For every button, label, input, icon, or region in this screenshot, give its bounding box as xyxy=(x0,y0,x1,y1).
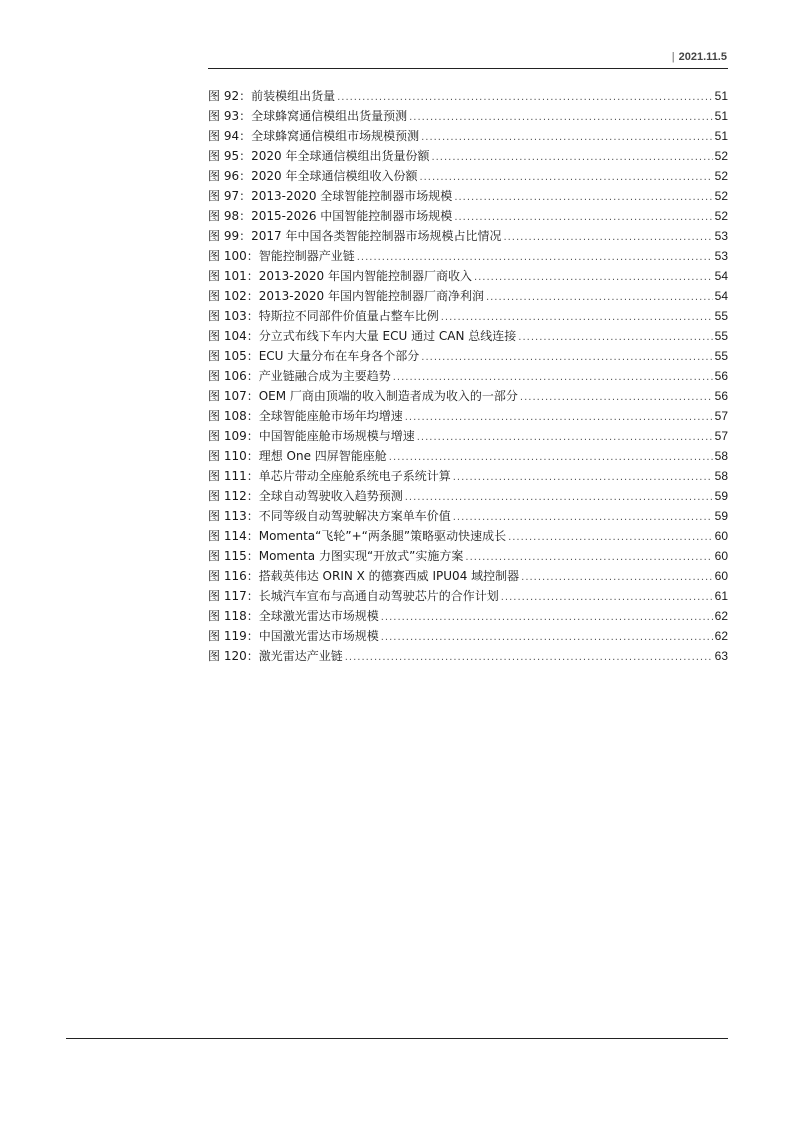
toc-leader-dots xyxy=(465,548,712,568)
toc-leader-dots xyxy=(453,508,713,528)
toc-entry[interactable] xyxy=(208,386,728,406)
toc-leader-dots xyxy=(454,208,712,228)
toc-entry-label: 图 98：2015-2026 中国智能控制器市场规模 xyxy=(208,209,453,223)
toc-leader-dots xyxy=(345,648,713,668)
toc-entry-label: 图 113：不同等级自动驾驶解决方案单车价值 xyxy=(208,509,451,523)
toc-entry-label: 图 116：搭载英伟达 ORIN X 的德赛西威 IPU04 域控制器 xyxy=(208,569,520,583)
toc-entry-label: 图 115：Momenta 力图实现“开放式”实施方案 xyxy=(208,549,464,563)
toc-entry[interactable] xyxy=(208,546,728,566)
toc-entry-label: 图 103：特斯拉不同部件价值量占整车比例 xyxy=(208,309,439,323)
toc-leader-dots xyxy=(381,628,713,648)
toc-entry[interactable] xyxy=(208,566,728,586)
toc-entry[interactable] xyxy=(208,226,728,246)
toc-entry[interactable] xyxy=(208,446,728,466)
toc-entry[interactable] xyxy=(208,586,728,606)
toc-entry-label: 图 93：全球蜂窝通信模组出货量预测 xyxy=(208,109,408,123)
toc-entry-page: 52 xyxy=(714,149,728,163)
toc-leader-dots xyxy=(389,448,713,468)
toc-leader-dots xyxy=(357,248,713,268)
toc-leader-dots xyxy=(405,488,713,508)
toc-entry-page: 60 xyxy=(714,569,728,583)
toc-entry-label: 图 94：全球蜂窝通信模组市场规模预测 xyxy=(208,129,420,143)
toc-entry-label: 图 108：全球智能座舱市场年均增速 xyxy=(208,409,403,423)
toc-leader-dots xyxy=(419,168,712,188)
toc-leader-dots xyxy=(393,368,713,388)
toc-entry[interactable] xyxy=(208,606,728,626)
toc-leader-dots xyxy=(417,428,713,448)
toc-entry[interactable] xyxy=(208,526,728,546)
toc-entry[interactable] xyxy=(208,306,728,326)
toc-entry-label: 图 101：2013-2020 年国内智能控制器厂商收入 xyxy=(208,269,472,283)
toc-entry[interactable] xyxy=(208,246,728,266)
figure-table-of-contents xyxy=(208,86,728,666)
toc-entry[interactable] xyxy=(208,206,728,226)
toc-entry-page: 51 xyxy=(714,89,728,103)
toc-entry-label: 图 119：中国激光雷达市场规模 xyxy=(208,629,379,643)
toc-entry-label: 图 96：2020 年全球通信模组收入份额 xyxy=(208,169,418,183)
toc-entry-label: 图 97：2013-2020 全球智能控制器市场规模 xyxy=(208,189,453,203)
toc-leader-dots xyxy=(381,608,713,628)
toc-entry-page: 54 xyxy=(714,269,728,283)
toc-leader-dots xyxy=(441,308,713,328)
toc-leader-dots xyxy=(431,148,712,168)
toc-entry[interactable] xyxy=(208,106,728,126)
toc-entry-page: 52 xyxy=(714,189,728,203)
toc-entry-label: 图 99：2017 年中国各类智能控制器市场规模占比情况 xyxy=(208,229,502,243)
toc-leader-dots xyxy=(503,228,712,248)
toc-entry[interactable] xyxy=(208,86,728,106)
toc-entry[interactable] xyxy=(208,486,728,506)
toc-entry-label: 图 105：ECU 大量分布在车身各个部分 xyxy=(208,349,420,363)
toc-entry-page: 59 xyxy=(714,489,728,503)
header-separator: | xyxy=(671,51,675,63)
toc-entry[interactable] xyxy=(208,366,728,386)
toc-entry-page: 60 xyxy=(714,549,728,563)
toc-leader-dots xyxy=(474,268,713,288)
toc-entry[interactable] xyxy=(208,406,728,426)
toc-entry-label: 图 109：中国智能座舱市场规模与增速 xyxy=(208,429,415,443)
toc-entry-page: 60 xyxy=(714,529,728,543)
toc-leader-dots xyxy=(409,108,713,128)
toc-entry[interactable] xyxy=(208,426,728,446)
toc-entry-page: 58 xyxy=(714,449,728,463)
toc-entry[interactable] xyxy=(208,326,728,346)
toc-entry-label: 图 102：2013-2020 年国内智能控制器厂商净利润 xyxy=(208,289,484,303)
toc-entry-label: 图 118：全球激光雷达市场规模 xyxy=(208,609,379,623)
toc-leader-dots xyxy=(453,468,713,488)
toc-entry-page: 55 xyxy=(714,329,728,343)
toc-entry[interactable] xyxy=(208,646,728,666)
header-date xyxy=(672,51,727,63)
toc-entry[interactable] xyxy=(208,166,728,186)
toc-entry-page: 54 xyxy=(714,289,728,303)
toc-entry-page: 62 xyxy=(714,629,728,643)
toc-entry-page: 51 xyxy=(714,109,728,123)
toc-entry-label: 图 107：OEM 厂商由顶端的收入制造者成为收入的一部分 xyxy=(208,389,518,403)
toc-entry-page: 63 xyxy=(714,649,728,663)
toc-leader-dots xyxy=(405,408,713,428)
toc-entry-page: 51 xyxy=(714,129,728,143)
toc-entry-label: 图 111：单芯片带动全座舱系统电子系统计算 xyxy=(208,469,451,483)
toc-entry-label: 图 112：全球自动驾驶收入趋势预测 xyxy=(208,489,403,503)
toc-entry[interactable] xyxy=(208,286,728,306)
toc-leader-dots xyxy=(337,88,713,108)
toc-leader-dots xyxy=(486,288,713,308)
toc-entry-page: 56 xyxy=(714,369,728,383)
toc-entry-label: 图 95：2020 年全球通信模组出货量份额 xyxy=(208,149,430,163)
toc-entry-page: 59 xyxy=(714,509,728,523)
toc-entry-page: 62 xyxy=(714,609,728,623)
toc-leader-dots xyxy=(421,348,712,368)
header-date-text: 2021.11.5 xyxy=(678,51,727,63)
toc-entry[interactable] xyxy=(208,126,728,146)
footer-divider xyxy=(66,1038,728,1039)
toc-entry-page: 52 xyxy=(714,209,728,223)
toc-entry-label: 图 106：产业链融合成为主要趋势 xyxy=(208,369,391,383)
toc-entry-label: 图 100：智能控制器产业链 xyxy=(208,249,355,263)
toc-entry[interactable] xyxy=(208,506,728,526)
toc-leader-dots xyxy=(521,568,713,588)
toc-entry[interactable] xyxy=(208,346,728,366)
toc-leader-dots xyxy=(508,528,713,548)
toc-entry[interactable] xyxy=(208,266,728,286)
toc-leader-dots xyxy=(520,388,713,408)
toc-entry-label: 图 117：长城汽车宣布与高通自动驾驶芯片的合作计划 xyxy=(208,589,499,603)
toc-entry-label: 图 92：前装模组出货量 xyxy=(208,89,336,103)
toc-entry[interactable] xyxy=(208,466,728,486)
toc-entry-page: 53 xyxy=(714,229,728,243)
toc-entry-page: 55 xyxy=(714,349,728,363)
toc-entry-page: 57 xyxy=(714,409,728,423)
toc-entry-label: 图 104：分立式布线下车内大量 ECU 通过 CAN 总线连接 xyxy=(208,329,517,343)
toc-leader-dots xyxy=(454,188,712,208)
header-divider xyxy=(208,68,728,69)
toc-entry-page: 56 xyxy=(714,389,728,403)
toc-entry[interactable] xyxy=(208,186,728,206)
toc-entry-label: 图 110：理想 One 四屏智能座舱 xyxy=(208,449,387,463)
toc-entry-page: 61 xyxy=(714,589,728,603)
toc-entry[interactable] xyxy=(208,146,728,166)
toc-entry-page: 57 xyxy=(714,429,728,443)
toc-leader-dots xyxy=(518,328,712,348)
toc-entry-page: 58 xyxy=(714,469,728,483)
toc-entry-page: 55 xyxy=(714,309,728,323)
toc-entry-label: 图 120：激光雷达产业链 xyxy=(208,649,343,663)
toc-entry[interactable] xyxy=(208,626,728,646)
toc-leader-dots xyxy=(421,128,713,148)
toc-leader-dots xyxy=(501,588,713,608)
toc-entry-page: 52 xyxy=(714,169,728,183)
toc-entry-label: 图 114：Momenta“飞轮”+“两条腿”策略驱动快速成长 xyxy=(208,529,507,543)
toc-entry-page: 53 xyxy=(714,249,728,263)
